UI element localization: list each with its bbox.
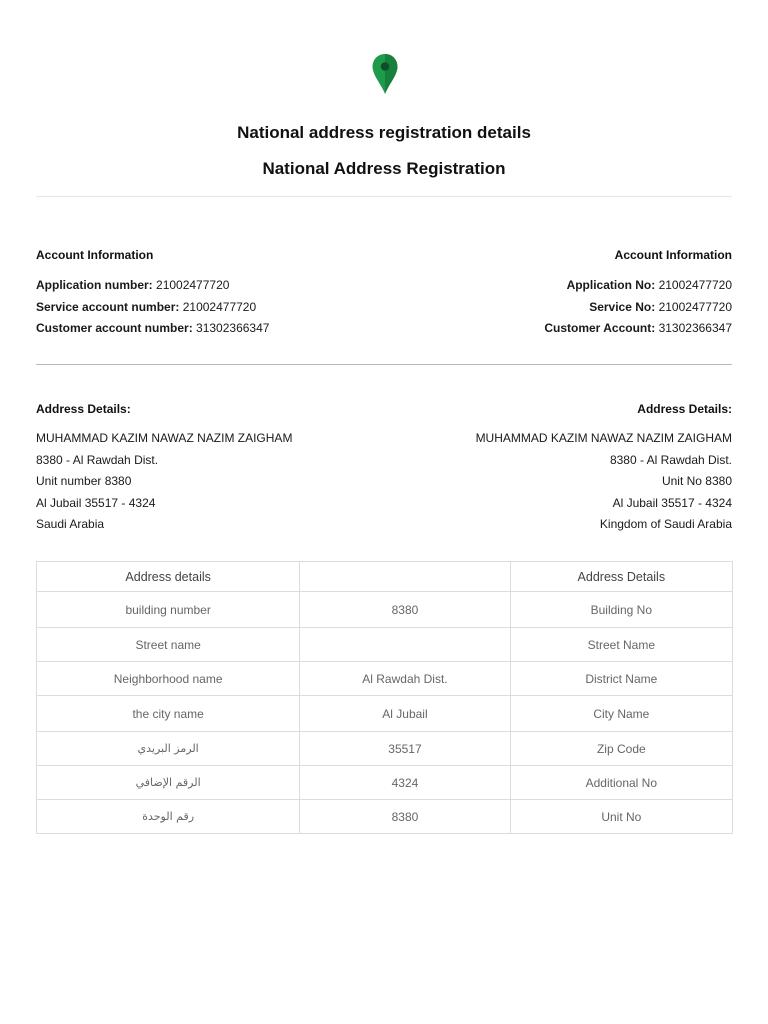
- table-cell: Additional No: [510, 766, 732, 800]
- page-title: National address registration details: [237, 123, 531, 142]
- field-label: Customer account number:: [36, 321, 193, 336]
- table-header-row: [37, 562, 733, 592]
- column-header: Address Details: [510, 562, 732, 592]
- address-name: MUHAMMAD KAZIM NAWAZ NAZIM ZAIGHAM: [475, 431, 732, 445]
- address-block-left: [36, 428, 376, 536]
- table-cell: 8380: [300, 592, 510, 628]
- field-value: 21002477720: [182, 299, 257, 314]
- table-row: [37, 628, 733, 662]
- field-value: 21002477720: [658, 278, 732, 292]
- customer-account-no-row: [392, 318, 732, 340]
- address-city-zip: Al Jubail 35517 - 4324: [612, 495, 732, 510]
- application-number-row: [36, 275, 376, 297]
- address-details-table: [36, 561, 733, 834]
- address-unit: Unit No 8380: [661, 474, 732, 489]
- field-value: 31302366347: [658, 321, 732, 336]
- divider: [36, 196, 732, 197]
- table-cell: the city name: [37, 696, 300, 732]
- table-cell: building number: [37, 592, 300, 628]
- account-info-right: [392, 275, 732, 340]
- address-street: 8380 - Al Rawdah Dist.: [609, 452, 732, 467]
- address-unit: Unit number 8380: [36, 474, 132, 489]
- table-row: [37, 766, 733, 800]
- address-city-zip: Al Jubail 35517 - 4324: [36, 495, 156, 510]
- table-cell: رقم الوحدة: [37, 800, 300, 834]
- field-value: 31302366347: [196, 321, 270, 336]
- account-info-heading-right: Account Information: [614, 248, 732, 262]
- address-block-right: [392, 428, 732, 536]
- table-cell: [300, 628, 510, 662]
- table-row: [37, 592, 733, 628]
- service-account-row: [36, 297, 376, 319]
- table-cell: Neighborhood name: [37, 662, 300, 696]
- location-pin-icon: [371, 53, 399, 95]
- table-cell: Street name: [37, 628, 300, 662]
- table-row: [37, 696, 733, 732]
- address-country: Kingdom of Saudi Arabia: [599, 517, 732, 532]
- field-label: Application number:: [36, 278, 153, 292]
- field-label: Application No:: [566, 278, 656, 292]
- table-cell: City Name: [510, 696, 732, 732]
- application-no-row: [392, 275, 732, 297]
- field-label: Customer Account:: [544, 321, 656, 336]
- address-name: MUHAMMAD KAZIM NAWAZ NAZIM ZAIGHAM: [36, 431, 293, 445]
- field-label: Service No:: [589, 299, 656, 314]
- column-header: [300, 562, 510, 592]
- field-value: 21002477720: [658, 299, 732, 314]
- table-cell: الرمز البريدي: [37, 732, 300, 766]
- field-value: 21002477720: [156, 278, 230, 292]
- table-row: [37, 662, 733, 696]
- table-cell: Unit No: [510, 800, 732, 834]
- address-country: Saudi Arabia: [36, 517, 105, 532]
- column-header: Address details: [37, 562, 300, 592]
- table-cell: Zip Code: [510, 732, 732, 766]
- table-cell: District Name: [510, 662, 732, 696]
- table-cell: الرقم الإضافي: [37, 766, 300, 800]
- table-cell: Al Rawdah Dist.: [300, 662, 510, 696]
- service-no-row: [392, 297, 732, 319]
- table-row: [37, 732, 733, 766]
- divider: [36, 364, 732, 365]
- table-cell: 35517: [300, 732, 510, 766]
- address-details-heading-left: Address Details:: [36, 402, 131, 416]
- account-info-left: [36, 275, 376, 340]
- table-cell: 8380: [300, 800, 510, 834]
- address-street: 8380 - Al Rawdah Dist.: [36, 452, 159, 467]
- table-row: [37, 800, 733, 834]
- page-subtitle: National Address Registration: [262, 159, 506, 178]
- field-label: Service account number:: [36, 299, 180, 314]
- table-cell: Street Name: [510, 628, 732, 662]
- table-cell: 4324: [300, 766, 510, 800]
- account-info-heading-left: Account Information: [36, 248, 154, 262]
- address-details-heading-right: Address Details:: [637, 402, 732, 416]
- table-cell: Al Jubail: [300, 696, 510, 732]
- customer-account-row: [36, 318, 376, 340]
- table-cell: Building No: [510, 592, 732, 628]
